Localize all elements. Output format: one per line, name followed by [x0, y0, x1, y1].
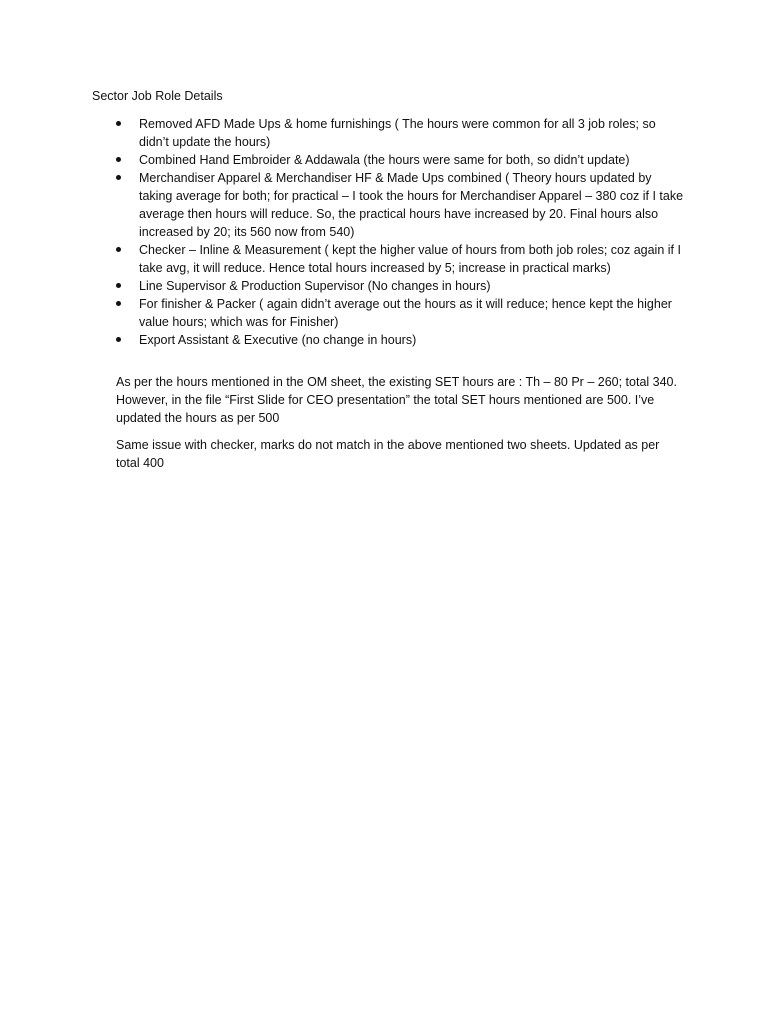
- list-item-text: Export Assistant & Executive (no change in hours): [139, 333, 417, 347]
- list-item-text: Checker – Inline & Measurement ( kept the higher value of hours from both job roles; coz again if I take avg, it will reduce. Hence total hours increased by 5; increase in practical marks): [139, 243, 681, 275]
- bullet-icon: [116, 121, 121, 126]
- list-item: [116, 331, 686, 349]
- list-item-text: For finisher & Packer ( again didn’t average out the hours as it will reduce; hence kept the higher value hours; which was for Finisher): [139, 297, 672, 329]
- set-hours-paragraph: As per the hours mentioned in the OM sheet, the existing SET hours are : Th – 80 Pr – 260; total 340. However, in the file “First Slide for CEO presentation” the total SET hours mentioned are 500. I’ve updated the hours as per 500: [116, 375, 677, 425]
- list-item: [116, 151, 686, 169]
- bullet-icon: [116, 175, 121, 180]
- list-item: [116, 295, 686, 331]
- bullet-icon: [116, 157, 121, 162]
- list-item: [116, 241, 686, 277]
- list-item: [116, 115, 686, 151]
- list-item: [116, 277, 686, 295]
- document-title: Sector Job Role Details: [92, 89, 223, 103]
- change-list: [116, 115, 686, 349]
- bullet-icon: [116, 247, 121, 252]
- checker-paragraph: Same issue with checker, marks do not match in the above mentioned two sheets. Updated as per total 400: [116, 438, 660, 470]
- bullet-icon: [116, 301, 121, 306]
- list-item-text: Combined Hand Embroider & Addawala (the hours were same for both, so didn’t update): [139, 153, 630, 167]
- list-item-text: Removed AFD Made Ups & home furnishings ( The hours were common for all 3 job roles; so didn’t update the hours): [139, 117, 656, 149]
- bullet-icon: [116, 337, 121, 342]
- list-item-text: Line Supervisor & Production Supervisor (No changes in hours): [139, 279, 491, 293]
- list-item-text: Merchandiser Apparel & Merchandiser HF & Made Ups combined ( Theory hours updated by taking average for both; for practical – I took the hours for Merchandiser Apparel – 380 coz if I take average then hours will reduce. So, the practical hours have increased by 20. Final hours also increased by 20; its 560 now from 540): [139, 171, 684, 239]
- bullet-icon: [116, 283, 121, 288]
- list-item: [116, 169, 686, 241]
